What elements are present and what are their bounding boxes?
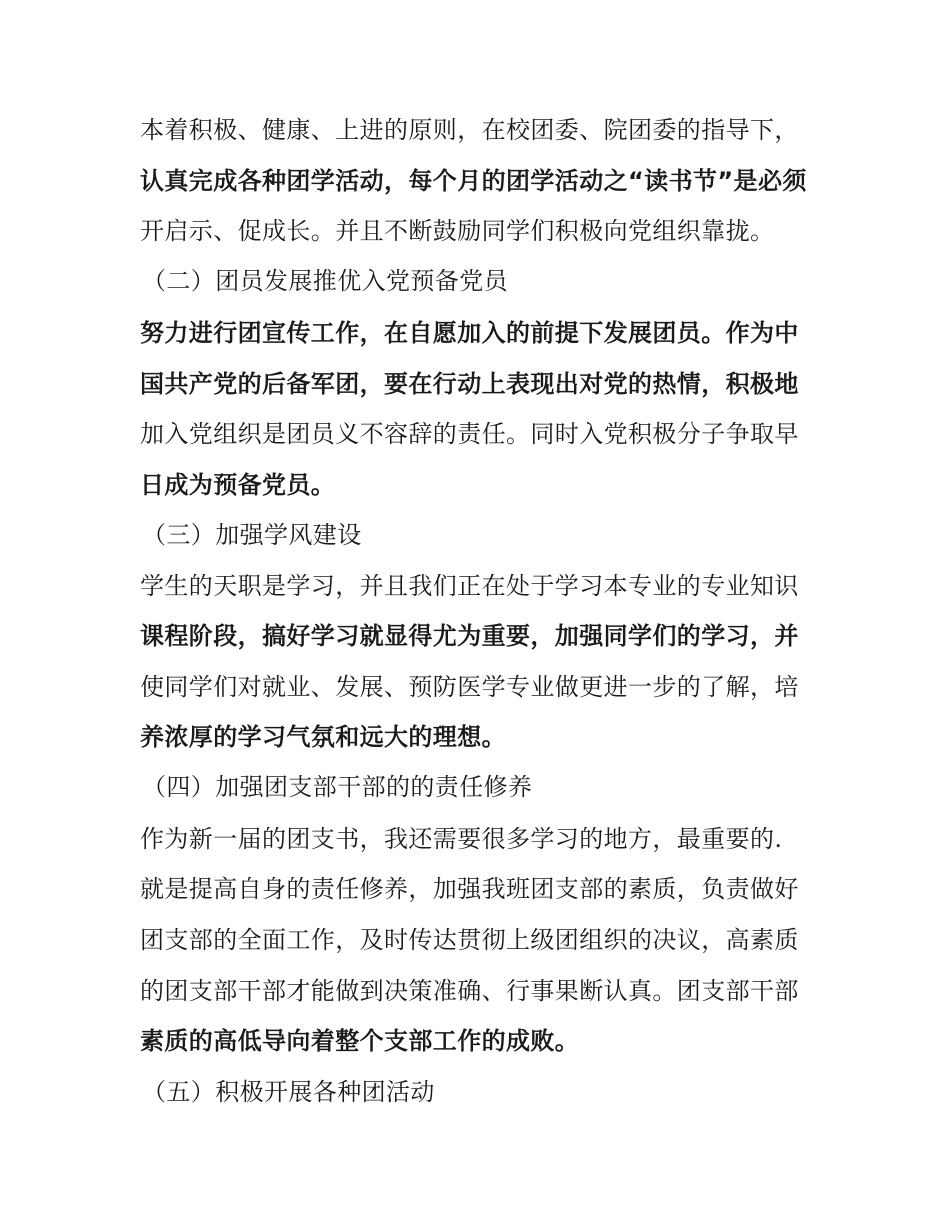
paragraph-line: 开启示、促成长。并且不断鼓励同学们积极向党组织靠拢。: [140, 217, 775, 245]
paragraph-line: 认真完成各种团学活动，每个月的团学活动之“读书节”是必须: [140, 167, 807, 195]
paragraph-line: 国共产党的后备军团，要在行动上表现出对党的热情，积极地: [140, 370, 799, 398]
section-heading-5: （五）积极开展各种团活动: [142, 1078, 435, 1106]
paragraph-line: 学生的天职是学习，并且我们正在处于学习本专业的专业知识: [140, 572, 799, 600]
paragraph-line: 作为新一届的团支书，我还需要很多学习的地方，最重要的.: [140, 825, 783, 853]
paragraph-line: 的团支部干部才能做到决策准确、行事果断认真。团支部干部: [140, 977, 799, 1005]
section-heading-3: （三）加强学风建设: [142, 521, 362, 549]
section-heading-4: （四）加强团支部干部的的责任修养: [142, 773, 533, 801]
paragraph-line: 加入党组织是团员义不容辞的责任。同时入党积极分子争取早: [140, 420, 799, 448]
paragraph-line: 就是提高自身的责任修养，加强我班团支部的素质，负责做好: [140, 875, 799, 903]
paragraph-line: 团支部的全面工作，及时传达贯彻上级团组织的决议，高素质: [140, 926, 799, 954]
paragraph-line: 养浓厚的学习气氛和远大的理想。: [140, 723, 506, 751]
paragraph-line: 努力进行团宣传工作，在自愿加入的前提下发展团员。作为中: [140, 319, 799, 347]
paragraph-line: 课程阶段，搞好学习就显得尤为重要，加强同学们的学习，并: [140, 622, 799, 650]
paragraph-line: 使同学们对就业、发展、预防医学专业做更进一步的了解，培: [140, 673, 799, 701]
paragraph-line: 素质的高低导向着整个支部工作的成败。: [140, 1027, 580, 1055]
section-heading-2: （二）团员发展推优入党预备党员: [142, 267, 508, 295]
paragraph-line: 本着积极、健康、上进的原则，在校团委、院团委的指导下，: [140, 116, 799, 144]
paragraph-line: 日成为预备党员。: [140, 471, 336, 499]
